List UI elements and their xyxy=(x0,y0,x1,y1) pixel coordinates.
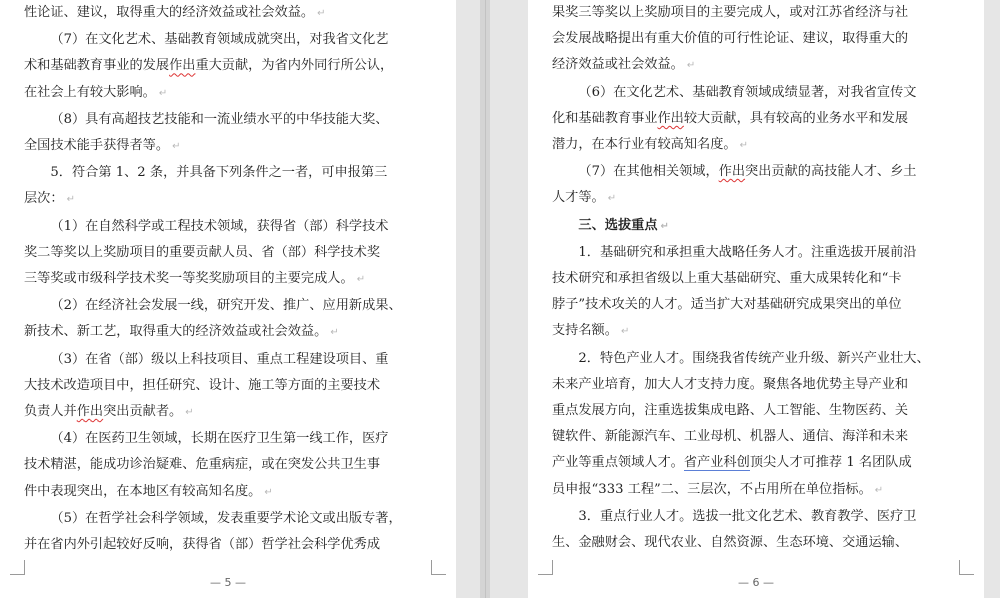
text-line xyxy=(552,530,960,556)
spellcheck-underline: 作出 xyxy=(657,110,684,126)
crop-mark-left xyxy=(538,560,553,575)
text-run: 顶尖人才可推荐 1 名团队成 xyxy=(749,455,912,471)
text-run: 重大贡献，为省内外同行所公认， xyxy=(195,58,394,74)
text-run: 产业等重点领域人才。 xyxy=(552,455,684,471)
text-line xyxy=(24,107,432,133)
spellcheck-underline: 作出 xyxy=(76,404,104,420)
text-line xyxy=(24,293,432,319)
text-run: （1）在自然科学或工程技术领域，获得省（部）科学技术 xyxy=(50,218,389,234)
text-run: 人才等。 xyxy=(552,190,605,206)
text-line xyxy=(552,26,960,52)
text-run: 层次： xyxy=(24,191,64,207)
text-run: 新技术、新工艺，取得重大的经济效益或社会效益。 xyxy=(24,324,328,340)
text-run: 三等奖或市级科学技术奖一等奖奖励项目的主要完成人。 xyxy=(24,271,354,287)
text-run: 潜力，在本行业有较高知名度。 xyxy=(552,137,737,153)
spellcheck-underline: 作出 xyxy=(169,58,196,74)
text-run: （8）具有高超技艺技能和一流业绩水平的中华技能大奖、 xyxy=(50,111,389,127)
document-page-5 xyxy=(0,0,456,598)
text-run: 重点发展方向，注重选拔集成电路、人工智能、生物医药、关 xyxy=(552,403,909,419)
crop-mark-right xyxy=(959,560,974,575)
text-run: 负责人并 xyxy=(24,404,77,420)
paragraph-mark-icon: ↵ xyxy=(739,140,749,152)
text-run: （2）在经济社会发展一线，研究开发、推广、应用新成果、 xyxy=(50,298,402,314)
paragraph-mark-icon: ↵ xyxy=(158,87,168,99)
page-body-text xyxy=(552,0,960,556)
text-run: 术和基础教育事业的发展 xyxy=(24,58,170,74)
text-run: 化和基础教育事业 xyxy=(552,110,658,126)
paragraph-mark-icon: ↵ xyxy=(317,8,326,19)
document-page-6 xyxy=(528,0,984,598)
text-line xyxy=(552,106,960,132)
text-run: 技术精湛，能成功诊治疑难、危重病症，或在突发公共卫生事 xyxy=(24,457,381,473)
text-line xyxy=(24,506,432,532)
text-line xyxy=(24,532,432,558)
paragraph-mark-icon: ↵ xyxy=(686,60,696,72)
text-line xyxy=(24,133,432,160)
text-run: （6）在文化艺术、基础教育领域成绩显著，对我省宣传文 xyxy=(578,84,917,100)
text-run: 性论证、建议，取得重大的经济效益或社会效益。 xyxy=(24,5,315,20)
text-line xyxy=(24,479,432,506)
text-run: 突出贡献者。 xyxy=(103,404,183,420)
page-body-text xyxy=(24,0,432,558)
text-line xyxy=(24,186,432,213)
text-line xyxy=(552,132,960,159)
text-line xyxy=(552,292,960,318)
text-run: （5）在哲学社会科学领域，发表重要学术论文或出版专著， xyxy=(50,510,402,526)
text-line xyxy=(552,240,960,266)
text-line xyxy=(552,372,960,398)
paragraph-mark-icon: ↵ xyxy=(660,220,669,232)
paragraph-mark-icon: ↵ xyxy=(330,327,339,339)
text-run: 并在省内外引起较好反响，获得省（部）哲学社会科学优秀成 xyxy=(24,537,381,553)
crop-mark-left xyxy=(10,560,25,575)
text-line xyxy=(24,452,432,478)
spellcheck-underline: 作出 xyxy=(718,164,746,180)
text-run: 员申报“333 工程”二、三层次，不占用所在单位指标。 xyxy=(552,481,872,497)
text-run: 较大贡献，具有较高的业务水平和发展 xyxy=(683,110,909,126)
text-line xyxy=(552,424,960,450)
text-line xyxy=(552,159,960,185)
page-number: — 5 — xyxy=(210,576,246,589)
text-run: 脖子”技术攻关的人才。适当扩大对基础研究成果突出的单位 xyxy=(552,297,902,313)
text-run: 2．特色产业人才。围绕我省传统产业升级、新兴产业壮大、 xyxy=(578,350,930,366)
text-run: 技术研究和承担省级以上重大基础研究、重大成果转化和“卡 xyxy=(552,271,902,287)
crop-mark-right xyxy=(431,560,446,575)
text-line xyxy=(552,398,960,424)
text-line xyxy=(552,0,960,26)
text-line xyxy=(552,52,960,79)
text-run: 大技术改造项目中，担任研究、设计、施工等方面的主要技术 xyxy=(24,377,381,393)
text-run: 在社会上有较大影响。 xyxy=(24,84,156,100)
text-line xyxy=(24,347,432,373)
text-run: 生、金融财会、现代农业、自然资源、生态环境、交通运输、 xyxy=(552,535,909,551)
page-divider xyxy=(485,0,486,598)
text-run: （3）在省（部）级以上科技项目、重点工程建设项目、重 xyxy=(50,351,389,367)
text-run: 会发展战略提出有重大价值的可行性论证、建议，取得重大的 xyxy=(552,31,909,47)
text-line xyxy=(24,266,432,293)
paragraph-mark-icon: ↵ xyxy=(172,141,181,153)
text-line xyxy=(24,53,432,79)
text-run: 三、选拔重点 xyxy=(578,217,658,233)
page-number: — 6 — xyxy=(738,576,774,589)
text-line xyxy=(24,80,432,107)
text-line xyxy=(552,185,960,212)
paragraph-mark-icon: ↵ xyxy=(620,326,630,338)
text-run: （4）在医药卫生领域，长期在医疗卫生第一线工作，医疗 xyxy=(50,431,389,447)
text-line xyxy=(24,214,432,240)
paragraph-mark-icon: ↵ xyxy=(66,194,75,206)
text-line xyxy=(24,240,432,266)
text-line xyxy=(552,450,960,476)
text-run: 突出贡献的高技能人才、乡土 xyxy=(745,164,917,180)
text-run: 果奖三等奖以上奖励项目的主要完成人，或对江苏省经济与社 xyxy=(552,5,909,20)
text-line xyxy=(552,80,960,106)
text-run: （7）在文化艺术、基础教育领域成就突出，对我省文化艺 xyxy=(50,32,389,48)
text-line xyxy=(552,477,960,504)
text-run: （7）在其他相关领域， xyxy=(578,164,719,180)
text-run: 5．符合第 1、2 条，并具备下列条件之一者，可申报第三 xyxy=(50,165,388,181)
text-run: 键软件、新能源汽车、工业母机、机器人、通信、海洋和未来 xyxy=(552,429,909,445)
text-run: 未来产业培育，加大人才支持力度。聚焦各地优势主导产业和 xyxy=(552,376,909,392)
text-run: 1．基础研究和承担重大战略任务人才。注重选拔开展前沿 xyxy=(578,244,917,260)
text-line xyxy=(552,266,960,292)
text-line xyxy=(24,399,432,426)
text-line xyxy=(552,318,960,345)
text-run: 奖二等奖以上奖励项目的重要贡献人员、省（部）科学技术奖 xyxy=(24,244,381,260)
text-run: 件中表现突出，在本地区有较高知名度。 xyxy=(24,483,262,499)
text-run: 3．重点行业人才。选拔一批文化艺术、教育教学、医疗卫 xyxy=(578,508,917,524)
text-line xyxy=(24,160,432,186)
paragraph-mark-icon: ↵ xyxy=(356,274,366,286)
text-line xyxy=(24,426,432,452)
paragraph-mark-icon: ↵ xyxy=(874,484,884,496)
paragraph-mark-icon: ↵ xyxy=(607,193,617,205)
text-run: 经济效益或社会效益。 xyxy=(552,57,684,73)
text-run: 全国技术能手获得者等。 xyxy=(24,138,170,154)
text-line xyxy=(552,213,960,240)
text-line xyxy=(24,27,432,53)
paragraph-mark-icon: ↵ xyxy=(264,486,273,498)
text-line xyxy=(24,373,432,399)
paragraph-mark-icon: ↵ xyxy=(185,407,194,419)
text-run: 支持名额。 xyxy=(552,323,618,339)
grammar-underline: 省产业科创 xyxy=(683,455,750,471)
text-line xyxy=(24,319,432,346)
text-line xyxy=(552,346,960,372)
text-line xyxy=(24,0,432,27)
text-line xyxy=(552,504,960,530)
